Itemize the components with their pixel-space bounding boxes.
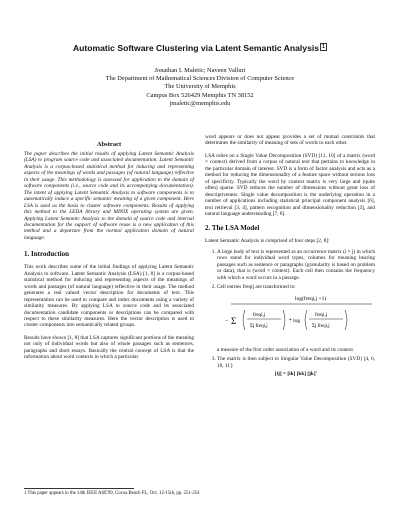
author-university: The University of Memphis <box>164 83 236 91</box>
abstract-heading: Abstract <box>96 141 122 148</box>
intro-paragraph-2: Results have shown [1, 8] that LSA captures significant portions of the meaning not only of individual words but also of whole passages such as sentences, paragraphs and short essays. Basically the central concept of LSA is that the information about word contexts in which a particular <box>24 334 194 361</box>
author-address: Campus Box 526429 Memphis TN 38152 <box>146 91 254 99</box>
right-paragraph-2: LSA relies on a Single Value Decomposition (SVD) [11, 10] of a matrix (word × context) derived from a corpus of natural text that pertains to knowledge in the particular domain of interest. SVD is a form of factor analysis and acts as a method for reducing the dimensionality of a feature space without serious loss of specificity. Typically the word by context matrix is very large and (quite often) sparse. SVD reduces the number of dimensions without great loss of descriptiveness. Single value decomposition is the underlying operation in a number of applications including statistical principal component analysis [6], text retrieval [3, 4], pattern recognition and dimensionality reduction [3], and natural language understanding [7, 8]. <box>205 152 375 217</box>
eq-times-log: * log <box>289 317 301 324</box>
lsa-step-2 <box>217 284 375 353</box>
eq-frac1-den: Σj freqi,j <box>250 323 268 329</box>
eq-frac2-den: Σj freqi,j <box>312 323 330 329</box>
right-paragraph-3: Latent Semantic Analysis is comprised of four steps [2, 8]: <box>205 238 330 245</box>
footnote-rule <box>24 488 134 489</box>
eq-numerator: log(freqi,j +1) <box>295 295 327 302</box>
author-affiliation: The Department of Mathematical Sciences Division of Computer Science <box>105 75 295 83</box>
right-column <box>205 134 375 380</box>
author-email: jmaletic@memphis.edu <box>169 99 231 107</box>
lsa-steps-list <box>205 249 375 378</box>
right-paragraph-1: word appears or does not appear provides a set of mutual constraints that determines the similarity of meaning of sets of words to each other. <box>205 134 375 147</box>
lsa-step-2-text: Cell entries freqij are transformed to: <box>217 284 296 291</box>
author-names: Jonathan I. Maletic; Naveen Valluri <box>154 67 246 74</box>
eq-minus: − <box>225 317 229 324</box>
eq-right-paren <box>283 310 285 330</box>
eq-left-paren-2 <box>305 310 307 330</box>
lsa-step-1: 1. A large body of text is represented as an occurrence matrix (i × j) in which rows stand for individual word types, columns for meaning bearing passages such as sentence or paragraphs (granularity is based on problem or data), that is (word × context). Each cell then contains the frequency with which a word occurs in a passage. <box>217 249 375 281</box>
svd-equation: [ij] = [ik] [kk] [jk]' <box>274 370 318 377</box>
lsa-step-3-text: The matrix is then subject to Singular Value Decomposition (SVD) [4, 6, 10, 11]: <box>217 356 375 369</box>
footnote-marker: 1 <box>320 43 327 51</box>
entropy-equation <box>217 292 375 344</box>
abstract-text: The paper describes the initial results of applying Latent Semantic Analysis (LSA) to program source code and associated documentation. Latent Semantic Analysis is a corpus-based statistical method for inducing and representing aspects of the meanings of words and passages (of natural language) reflective in their usage. This methodology is assessed for application to the domain of software components (i.e., source code and its accompanying documentation). The intent of applying Latent Semantic Analysis to software components is to automatically induce a specific semantic meaning of a given component. Here LSA is used as the basis to cluster software components. Results of applying this method to the LEDA library and MINIX operating system are given. Applying Latent Semantic Analysis to the domain of source code and internal documentation for the support of software reuse is a new application of this method and a departure from the normal application domain of natural language. <box>24 151 194 241</box>
author-block <box>60 67 340 108</box>
eq-frac2-num: freqi,j <box>315 312 328 318</box>
left-column <box>24 141 194 361</box>
title-text: Automatic Software Clustering via Latent Semantic Analysis <box>72 43 320 53</box>
lsa-model-heading: 2. The LSA Model <box>205 224 260 233</box>
eq-left-paren <box>243 310 245 330</box>
intro-heading: 1. Introduction <box>24 250 69 259</box>
equation-graphic <box>217 292 377 344</box>
after-equation-text: a measure of the first order association of a word and its context. <box>217 346 355 353</box>
eq-right-paren-2 <box>345 310 347 330</box>
eq-sum-sign: Σ <box>231 315 237 326</box>
eq-frac1-num: freqi,j <box>253 312 266 318</box>
lsa-step-3 <box>217 356 375 377</box>
footnote: 1 This paper appears in the 14th IEEE ASE'99, Cocoa Beach FL, Oct. 12-15th, pp. 251-254 <box>24 491 200 496</box>
paper-title <box>20 43 380 53</box>
intro-paragraph-1: This work describes some of the initial findings of applying Latent Semantic Analysis to software. Latent Semantic Analysis (LSA) [1, 8] is a corpus-based statistical method for inducing and representing aspects of the meanings of words and passages (of natural language) reflective in their usage. The method generates a real valued vector description for documents of text. This representation can be used to compare and index documents using a variety of similarity measures. By applying LSA to source code and its associated documentation candidate components or descriptions can be compared with respect to these similarity measures. Here the vector description is used to cluster components into semantically related groups. <box>24 264 194 329</box>
eq-log: log <box>293 317 301 324</box>
